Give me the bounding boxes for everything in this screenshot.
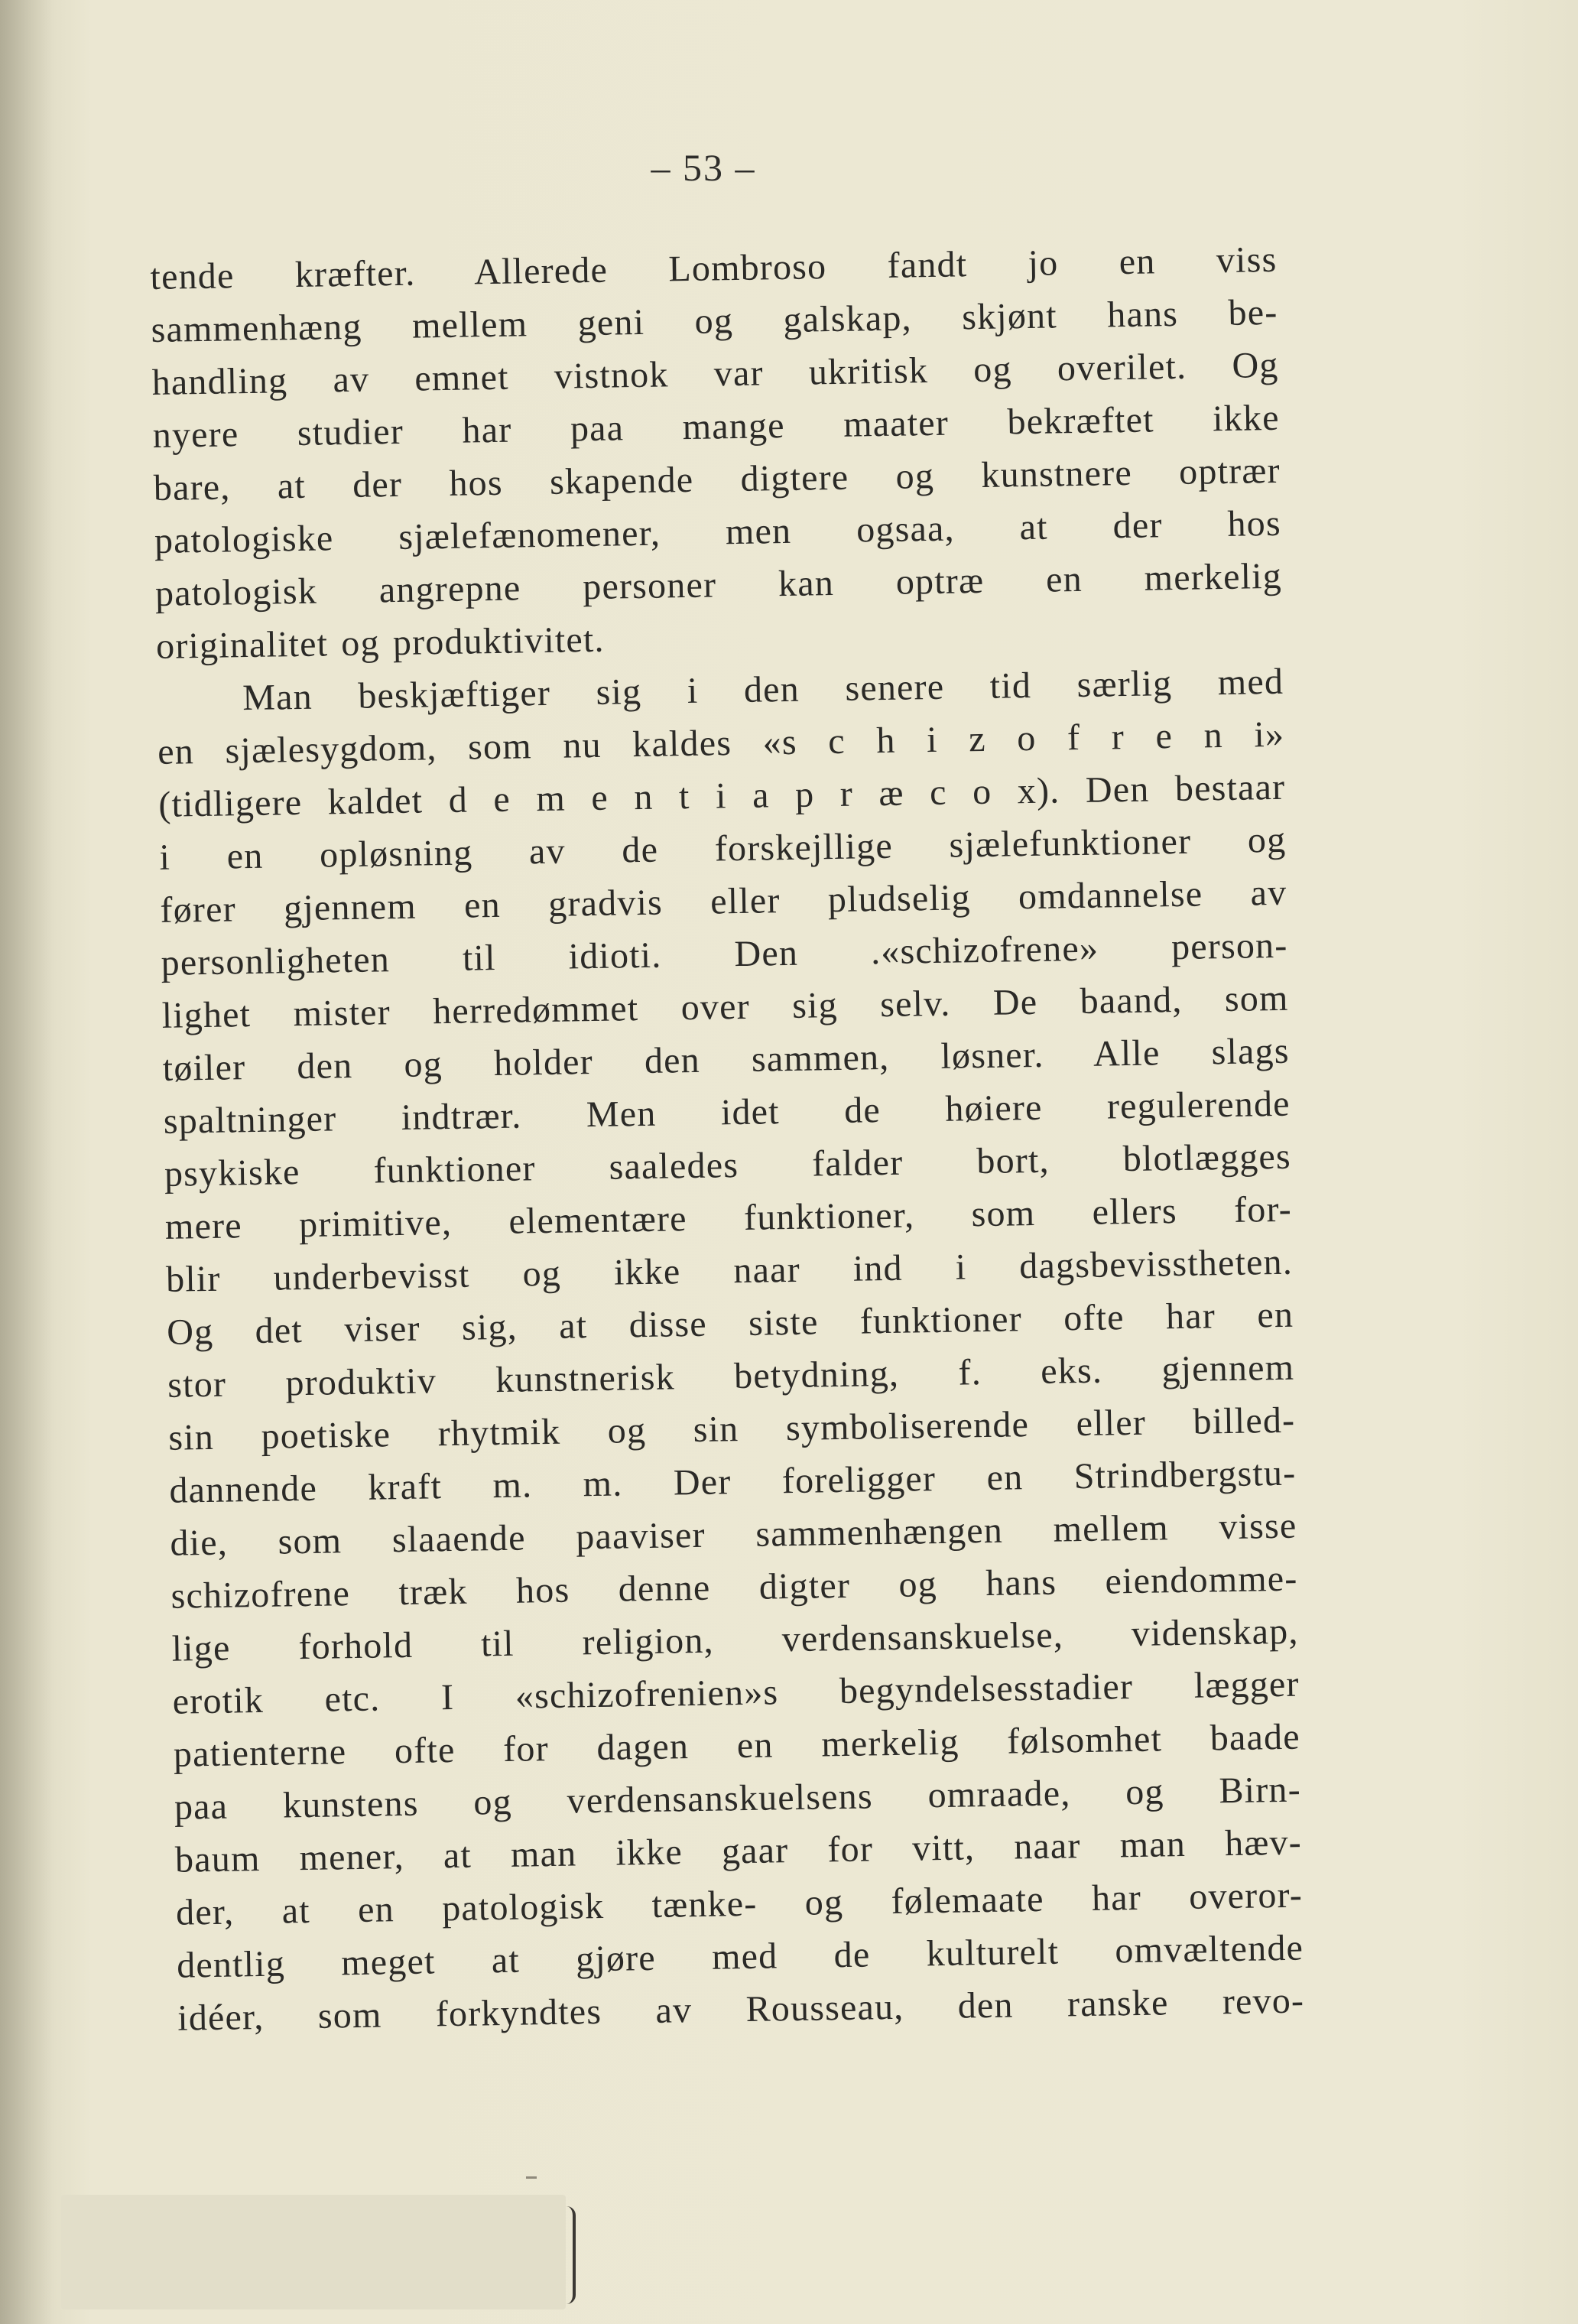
- scan-mark: [526, 2176, 537, 2179]
- bracket-mark: [562, 2206, 576, 2304]
- text-line: der, at en patologisk tænke- og følemaate har overor-: [175, 1874, 1304, 1933]
- page-number: – 53 –: [651, 146, 756, 189]
- text-line: fører gjennem en gradvis eller pludselig omdannelse av: [160, 872, 1287, 931]
- text-line: patologisk angrepne personer kan optræ en merkelig: [154, 555, 1283, 614]
- paper-patch: [61, 2195, 566, 2309]
- text-line: erotik etc. I «schizofrenien»s begyndelsesstadier lægger: [172, 1663, 1300, 1722]
- text-line: blir underbevisst og ikke naar ind i dagsbevisstheten.: [165, 1241, 1294, 1300]
- text-line: die, som slaaende paaviser sammenhængen mellem visse: [170, 1505, 1297, 1564]
- text-line: paa kunstens og verdensanskuelsens omraade, og Birn-: [174, 1769, 1302, 1828]
- body-text: [150, 233, 1305, 2045]
- text-line: lige forhold til religion, verdensanskuelse, videnskap,: [171, 1611, 1299, 1669]
- text-line: sin poetiske rhytmik og sin symboliserende eller billed-: [167, 1399, 1296, 1458]
- paragraph-end-line: originalitet og produktivitet.: [155, 619, 606, 667]
- text-line: tende kræfter. Allerede Lombroso fandt jo en viss: [150, 239, 1278, 297]
- text-line: dannende kraft m. m. Der foreligger en Strindbergstu-: [169, 1452, 1297, 1511]
- text-line: dentlig meget at gjøre med de kulturelt omvæltende: [176, 1927, 1304, 1986]
- text-line: lighet mister herredømmet over sig selv. De baand, som: [161, 977, 1289, 1036]
- binding-shadow: [0, 0, 54, 2324]
- text-line: patienterne ofte for dagen en merkelig følsomhet baade: [173, 1716, 1301, 1775]
- text-line: en sjælesygdom, som nu kaldes «s c h i z o f r e n i»: [157, 713, 1285, 772]
- text-line: Og det viser sig, at disse siste funktioner ofte har en: [166, 1294, 1294, 1353]
- text-line: psykiske funktioner saaledes falder bort, blotlægges: [164, 1136, 1292, 1195]
- text-line: spaltninger indtrær. Men idet de høiere regulerende: [163, 1083, 1291, 1142]
- text-line: mere primitive, elementære funktioner, som ellers for-: [164, 1188, 1293, 1247]
- text-line: nyere studier har paa mange maater bekræftet ikke: [152, 397, 1281, 456]
- text-line: schizofrene træk hos denne digter og hans eiendomme-: [170, 1558, 1298, 1617]
- text-line: sammenhæng mellem geni og galskap, skjønt hans be-: [151, 291, 1278, 350]
- text-line: idéer, som forkyndtes av Rousseau, den ranske revo-: [177, 1980, 1305, 2039]
- text-line: i en opløsning av de forskejllige sjælefunktioner og: [159, 819, 1287, 878]
- text-line: bare, at der hos skapende digtere og kunstnere optrær: [153, 450, 1281, 509]
- text-line: personligheten til idioti. Den .«schizofrene» person-: [161, 925, 1288, 983]
- paragraph-start-line: Man beskjæftiger sig i den senere tid særlig med: [242, 661, 1284, 719]
- text-line: patologiske sjælefænomener, men ogsaa, at der hos: [154, 502, 1282, 561]
- text-line: (tidligere kaldet d e m e n t i a p r æ c o x). Den bestaar: [157, 766, 1286, 825]
- text-line: stor produktiv kunstnerisk betydning, f. eks. gjennem: [167, 1347, 1295, 1406]
- text-line: baum mener, at man ikke gaar for vitt, naar man hæv-: [174, 1822, 1303, 1880]
- text-line: handling av emnet vistnok var ukritisk og overilet. Og: [151, 344, 1279, 403]
- text-line: tøiler den og holder den sammen, løsner. Alle slags: [162, 1030, 1291, 1089]
